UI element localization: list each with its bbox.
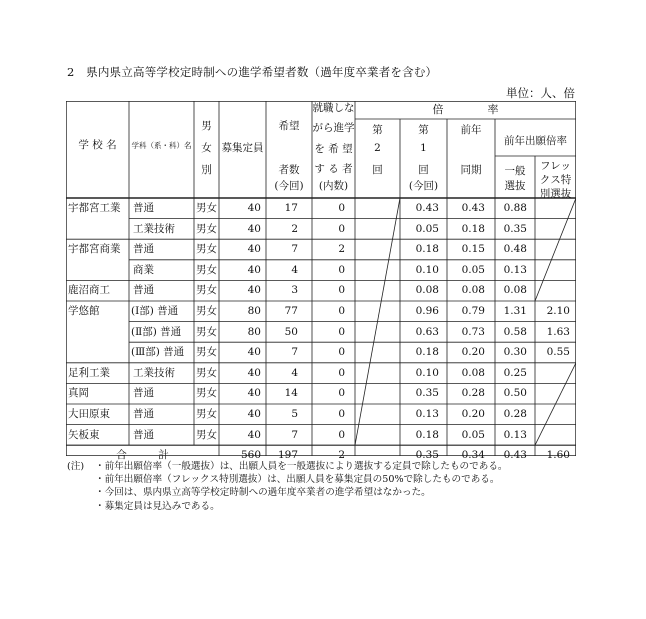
cell-employed: 0	[338, 202, 345, 214]
cell-general: 0.50	[503, 387, 527, 400]
header-employed-4: す る 者	[314, 163, 353, 175]
header-flex-3: 別選抜	[539, 188, 572, 200]
cell-prev: 0.79	[461, 305, 485, 317]
cell-flex: 0.55	[546, 346, 570, 359]
cell-school: 宇都宮工業	[68, 202, 121, 214]
cell-course: 商業	[133, 263, 154, 276]
diagonal-flex-top	[535, 198, 576, 301]
total-first: 0.35	[415, 449, 439, 462]
cell-gender: 男女	[196, 325, 217, 338]
cell-course: 普通	[133, 408, 154, 420]
cell-course: 普通	[133, 428, 154, 441]
note-row	[67, 486, 508, 499]
header-employed-2: がら進学	[312, 122, 355, 134]
note-row	[67, 500, 508, 513]
cell-gender: 男女	[196, 408, 217, 420]
cell-course: 工業技術	[133, 366, 175, 379]
cell-general: 0.30	[503, 346, 527, 359]
total-employed: 2	[338, 449, 345, 462]
cell-first: 0.13	[415, 408, 439, 420]
cell-capacity: 80	[247, 305, 261, 317]
cell-general: 1.31	[503, 305, 527, 317]
header-prev-2: 同期	[460, 164, 482, 176]
cell-first: 0.10	[415, 263, 439, 276]
cell-first: 0.18	[415, 428, 439, 441]
cell-capacity: 80	[247, 325, 261, 338]
header-employed-3: を 希 望	[314, 143, 353, 155]
cell-course: 普通	[133, 284, 154, 297]
header-second-3: 回	[372, 164, 383, 176]
note-item: ・今回は、県内県立高等学校定時制への過年度卒業者の進学希望はなかった。	[95, 487, 431, 499]
cell-first: 0.18	[415, 346, 439, 359]
cell-general: 0.25	[503, 366, 527, 379]
cell-applicants: 7	[291, 428, 298, 441]
cell-employed: 2	[338, 243, 345, 256]
header-gender-2: 女	[201, 142, 212, 154]
cell-first: 0.05	[415, 222, 439, 235]
header-applicants-2: 者数	[278, 164, 300, 176]
cell-applicants: 50	[284, 325, 298, 338]
cell-employed: 0	[338, 305, 345, 317]
cell-capacity: 40	[247, 428, 261, 441]
cell-applicants: 77	[284, 305, 298, 317]
cell-course: (Ⅰ部) 普通	[131, 305, 179, 317]
total-capacity: 560	[240, 449, 261, 462]
cell-gender: 男女	[196, 387, 217, 400]
header-first-3: 回	[418, 164, 429, 176]
cell-employed: 0	[338, 346, 345, 359]
cell-first: 0.08	[415, 284, 439, 297]
cell-course: 普通	[133, 243, 154, 256]
note-lead: (注)	[67, 461, 85, 472]
cell-general: 0.13	[503, 263, 527, 276]
header-second-2: 2	[374, 142, 381, 154]
cell-applicants: 4	[291, 263, 298, 276]
cell-prev: 0.20	[461, 346, 485, 359]
cell-applicants: 7	[291, 243, 298, 256]
cell-capacity: 40	[247, 387, 261, 400]
note-item: ・募集定員は見込みである。	[95, 500, 220, 512]
header-gender-1: 男	[201, 120, 212, 132]
header-applicants-1: 希望	[278, 120, 300, 132]
cell-applicants: 2	[291, 222, 298, 235]
cell-employed: 0	[338, 428, 345, 441]
header-first-2: 1	[420, 142, 427, 154]
cell-prev: 0.18	[461, 222, 485, 235]
note-item: ・前年出願倍率（一般選抜）は、出願人員を一般選抜により選抜する定員で除したものである。	[95, 461, 508, 472]
cell-employed: 0	[338, 408, 345, 420]
header-employed-1: 就職しな	[312, 102, 355, 114]
cell-gender: 男女	[196, 366, 217, 379]
cell-school: 宇都宮商業	[68, 243, 121, 256]
cell-capacity: 40	[247, 263, 261, 276]
cell-prev: 0.08	[461, 366, 485, 379]
cell-prev: 0.05	[461, 263, 485, 276]
applicants-table	[66, 101, 576, 462]
cell-capacity: 40	[247, 284, 261, 297]
total-label: 合 計	[116, 449, 169, 462]
cell-capacity: 40	[247, 408, 261, 420]
cell-gender: 男女	[196, 243, 217, 256]
cell-employed: 0	[338, 263, 345, 276]
page-title: 2 県内県立高等学校定時制への進学希望者数（過年度卒業者を含む）	[67, 65, 438, 79]
cell-prev: 0.43	[461, 202, 485, 214]
header-prev-ratio: 前年出願倍率	[504, 135, 567, 147]
header-general-1: 一般	[504, 165, 526, 177]
cell-capacity: 40	[247, 202, 261, 214]
notes	[67, 460, 508, 513]
header-ratio: 倍 率	[432, 103, 499, 116]
cell-gender: 男女	[196, 428, 217, 441]
cell-applicants: 17	[284, 202, 298, 214]
header-capacity: 募集定員	[221, 142, 264, 154]
note-item: ・前年出願倍率（フレックス特別選抜）は、出願人員を募集定員の50%で除したものである。	[95, 474, 500, 486]
cell-first: 0.63	[415, 325, 439, 338]
cell-applicants: 5	[291, 408, 298, 420]
total-flex: 1.60	[546, 449, 570, 462]
cell-employed: 0	[338, 387, 345, 400]
cell-applicants: 7	[291, 346, 298, 359]
cell-flex: 2.10	[546, 305, 570, 317]
cell-applicants: 4	[291, 366, 298, 379]
header-gender-3: 別	[201, 164, 212, 176]
cell-applicants: 14	[284, 387, 298, 400]
cell-flex: 1.63	[546, 325, 570, 338]
header-general-2: 選抜	[504, 180, 526, 192]
header-first-1: 第	[418, 124, 429, 136]
cell-gender: 男女	[196, 222, 217, 235]
cell-prev: 0.05	[461, 428, 485, 441]
cell-capacity: 40	[247, 243, 261, 256]
header-course: 学科（系・科）名	[131, 141, 192, 150]
cell-course: 普通	[133, 387, 154, 400]
cell-school: 足利工業	[68, 366, 110, 379]
cell-prev: 0.15	[461, 243, 485, 256]
cell-general: 0.88	[503, 202, 527, 214]
cell-first: 0.10	[415, 366, 439, 379]
header-employed-5: (内数)	[318, 180, 349, 192]
cell-course: 普通	[133, 202, 154, 214]
cell-course: (Ⅲ部) 普通	[131, 346, 185, 359]
note-row	[67, 460, 508, 473]
cell-first: 0.18	[415, 243, 439, 256]
cell-prev: 0.73	[461, 325, 485, 338]
total-applicants: 197	[277, 449, 298, 462]
cell-general: 0.08	[503, 284, 527, 297]
cell-school: 鹿沼商工	[68, 284, 110, 297]
cell-employed: 0	[338, 366, 345, 379]
cell-prev: 0.20	[461, 408, 485, 420]
total-prev: 0.34	[461, 449, 485, 462]
cell-general: 0.58	[503, 325, 527, 338]
cell-school: 大田原東	[68, 408, 110, 420]
header-flex-2: クス特	[539, 174, 572, 186]
cell-gender: 男女	[196, 202, 217, 214]
cell-prev: 0.28	[461, 387, 485, 400]
note-row	[67, 473, 508, 486]
cell-school: 学悠館	[68, 305, 100, 317]
cell-general: 0.35	[503, 222, 527, 235]
total-general: 0.43	[503, 449, 527, 462]
header-applicants-3: (今回)	[274, 180, 304, 192]
cell-first: 0.43	[415, 202, 439, 214]
unit-label: 単位：人、倍	[506, 86, 575, 100]
cell-course: 工業技術	[133, 222, 175, 235]
header-flex-1: フレッ	[540, 160, 571, 172]
cell-school: 矢板東	[68, 428, 100, 441]
cell-applicants: 3	[291, 284, 298, 297]
header-first-4: (今回)	[408, 180, 439, 192]
cell-employed: 0	[338, 284, 345, 297]
cell-first: 0.96	[415, 305, 439, 317]
cell-employed: 0	[338, 325, 345, 338]
header-school: 学 校 名	[78, 139, 117, 151]
cell-school: 真岡	[68, 387, 89, 400]
cell-gender: 男女	[196, 346, 217, 359]
cell-gender: 男女	[196, 263, 217, 276]
header-prev-1: 前年	[460, 124, 482, 136]
cell-capacity: 40	[247, 222, 261, 235]
cell-capacity: 40	[247, 366, 261, 379]
cell-general: 0.13	[503, 428, 527, 441]
cell-prev: 0.08	[461, 284, 485, 297]
cell-gender: 男女	[196, 305, 217, 317]
cell-employed: 0	[338, 222, 345, 235]
cell-general: 0.28	[503, 408, 527, 420]
cell-gender: 男女	[196, 284, 217, 297]
cell-first: 0.35	[415, 387, 439, 400]
header-second-1: 第	[372, 124, 383, 136]
cell-course: (Ⅱ部) 普通	[131, 325, 182, 338]
cell-capacity: 40	[247, 346, 261, 359]
cell-general: 0.48	[503, 243, 527, 256]
